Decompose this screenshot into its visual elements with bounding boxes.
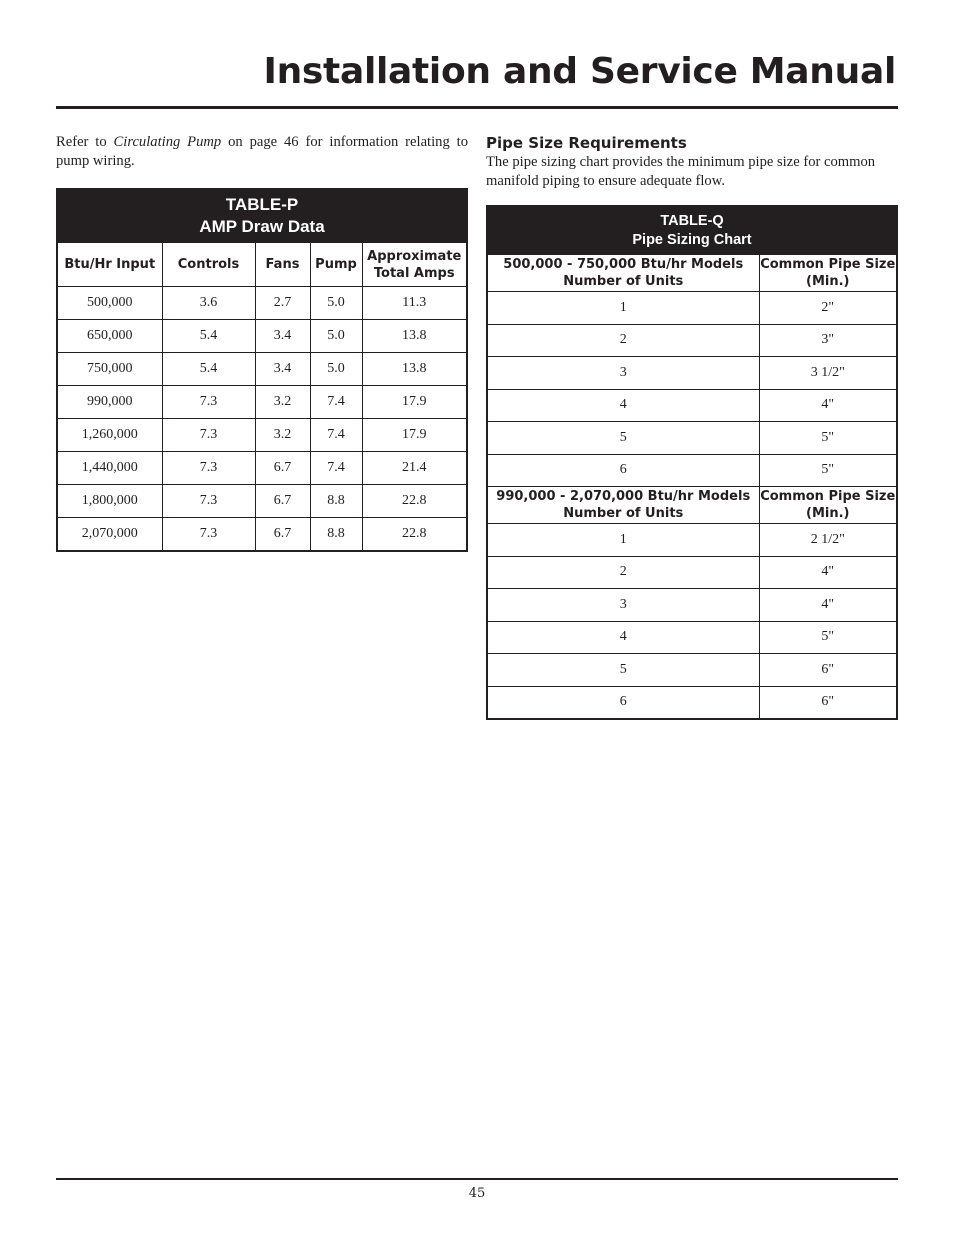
cell-pump: 7.4 [310, 386, 362, 419]
table-p-caption: AMP Draw Data [199, 217, 325, 236]
cell-units: 1 [487, 292, 759, 325]
table-row [487, 556, 897, 589]
cell-pipe-size: 2" [759, 292, 897, 325]
cell-total-amps: 22.8 [362, 518, 467, 552]
table-row [487, 324, 897, 357]
cell-btu-input: 2,070,000 [57, 518, 162, 552]
table-row [487, 524, 897, 557]
header-rule [56, 106, 898, 109]
pump-wiring-note [56, 133, 468, 171]
col-head-number-of-units: 990,000 - 2,070,000 Btu/hr Models Number of Units [487, 487, 759, 524]
col-head-pump: Pump [310, 243, 362, 287]
table-row [487, 357, 897, 390]
cell-fans: 2.7 [255, 287, 310, 320]
cell-controls: 7.3 [162, 518, 255, 552]
col-head-pipe-size: Common Pipe Size (Min.) [759, 487, 897, 524]
cell-pipe-size: 4" [759, 389, 897, 422]
cell-controls: 7.3 [162, 419, 255, 452]
cell-total-amps: 13.8 [362, 353, 467, 386]
cell-pipe-size: 6" [759, 686, 897, 719]
table-row [57, 353, 467, 386]
cell-pipe-size: 3" [759, 324, 897, 357]
cell-pipe-size: 3 1/2" [759, 357, 897, 390]
cell-fans: 6.7 [255, 518, 310, 552]
cell-pipe-size: 5" [759, 422, 897, 455]
note-text-before: Refer to [56, 134, 114, 150]
table-q-title [487, 206, 897, 255]
amp-draw-table [56, 188, 468, 552]
cell-total-amps: 21.4 [362, 452, 467, 485]
cell-total-amps: 13.8 [362, 320, 467, 353]
cell-units: 6 [487, 454, 759, 487]
cell-btu-input: 1,800,000 [57, 485, 162, 518]
col-head-btu-input: Btu/Hr Input [57, 243, 162, 287]
cell-units: 4 [487, 621, 759, 654]
col-head-number-of-units: 500,000 - 750,000 Btu/hr Models Number of Units [487, 255, 759, 292]
table-row [487, 292, 897, 325]
col-head-pipe-size: Common Pipe Size (Min.) [759, 255, 897, 292]
cell-fans: 3.2 [255, 386, 310, 419]
cell-controls: 5.4 [162, 353, 255, 386]
left-column [56, 133, 468, 541]
group-header-row [487, 255, 897, 292]
note-text-after: on page 46 for information relating to pump wiring. [56, 134, 468, 169]
table-row [57, 518, 467, 552]
circulating-pump-reference: Circulating Pump [113, 134, 222, 150]
cell-total-amps: 11.3 [362, 287, 467, 320]
cell-btu-input: 1,260,000 [57, 419, 162, 452]
table-row [487, 422, 897, 455]
cell-pipe-size: 6" [759, 654, 897, 687]
table-row [57, 320, 467, 353]
table-row [57, 287, 467, 320]
cell-total-amps: 17.9 [362, 419, 467, 452]
cell-controls: 7.3 [162, 485, 255, 518]
table-row [57, 419, 467, 452]
cell-total-amps: 17.9 [362, 386, 467, 419]
cell-units: 6 [487, 686, 759, 719]
cell-pump: 5.0 [310, 287, 362, 320]
group-header-row [487, 487, 897, 524]
cell-pipe-size: 4" [759, 556, 897, 589]
table-row [487, 454, 897, 487]
cell-fans: 6.7 [255, 485, 310, 518]
cell-controls: 7.3 [162, 452, 255, 485]
cell-fans: 3.2 [255, 419, 310, 452]
cell-units: 1 [487, 524, 759, 557]
table-row [57, 452, 467, 485]
cell-pump: 5.0 [310, 320, 362, 353]
cell-btu-input: 650,000 [57, 320, 162, 353]
cell-units: 3 [487, 357, 759, 390]
cell-pump: 8.8 [310, 485, 362, 518]
cell-btu-input: 750,000 [57, 353, 162, 386]
cell-fans: 3.4 [255, 353, 310, 386]
table-q-body [487, 255, 897, 720]
pipe-size-intro: The pipe sizing chart provides the minimum pipe size for common manifold piping to ensure adequate flow. [486, 154, 876, 189]
right-column [486, 133, 898, 710]
cell-fans: 6.7 [255, 452, 310, 485]
table-row [487, 621, 897, 654]
cell-controls: 3.6 [162, 287, 255, 320]
pipe-size-heading: Pipe Size Requirements [486, 134, 687, 152]
page-number: 45 [468, 1186, 486, 1201]
cell-pipe-size: 5" [759, 621, 897, 654]
cell-pump: 7.4 [310, 419, 362, 452]
cell-pump: 8.8 [310, 518, 362, 552]
table-q-caption: Pipe Sizing Chart [632, 231, 752, 248]
table-row [487, 589, 897, 622]
cell-units: 5 [487, 654, 759, 687]
cell-pipe-size: 5" [759, 454, 897, 487]
table-p-title [57, 189, 467, 243]
cell-pipe-size: 4" [759, 589, 897, 622]
cell-btu-input: 500,000 [57, 287, 162, 320]
table-p-body [57, 287, 467, 552]
col-head-fans: Fans [255, 243, 310, 287]
cell-total-amps: 22.8 [362, 485, 467, 518]
table-row [487, 686, 897, 719]
col-head-controls: Controls [162, 243, 255, 287]
cell-pump: 7.4 [310, 452, 362, 485]
table-row [487, 389, 897, 422]
cell-units: 2 [487, 556, 759, 589]
table-p-label: TABLE-P [225, 195, 299, 214]
cell-units: 2 [487, 324, 759, 357]
cell-btu-input: 990,000 [57, 386, 162, 419]
footer-rule [56, 1178, 898, 1180]
table-row [57, 386, 467, 419]
cell-units: 5 [487, 422, 759, 455]
cell-fans: 3.4 [255, 320, 310, 353]
table-row [487, 654, 897, 687]
cell-btu-input: 1,440,000 [57, 452, 162, 485]
table-q-label: TABLE-Q [660, 212, 724, 229]
col-head-total-amps: Approximate Total Amps [362, 243, 467, 287]
pipe-sizing-table [486, 205, 898, 720]
cell-controls: 5.4 [162, 320, 255, 353]
table-row [57, 485, 467, 518]
cell-units: 3 [487, 589, 759, 622]
cell-pump: 5.0 [310, 353, 362, 386]
cell-pipe-size: 2 1/2" [759, 524, 897, 557]
page-title: Installation and Service Manual [263, 51, 896, 92]
cell-units: 4 [487, 389, 759, 422]
cell-controls: 7.3 [162, 386, 255, 419]
